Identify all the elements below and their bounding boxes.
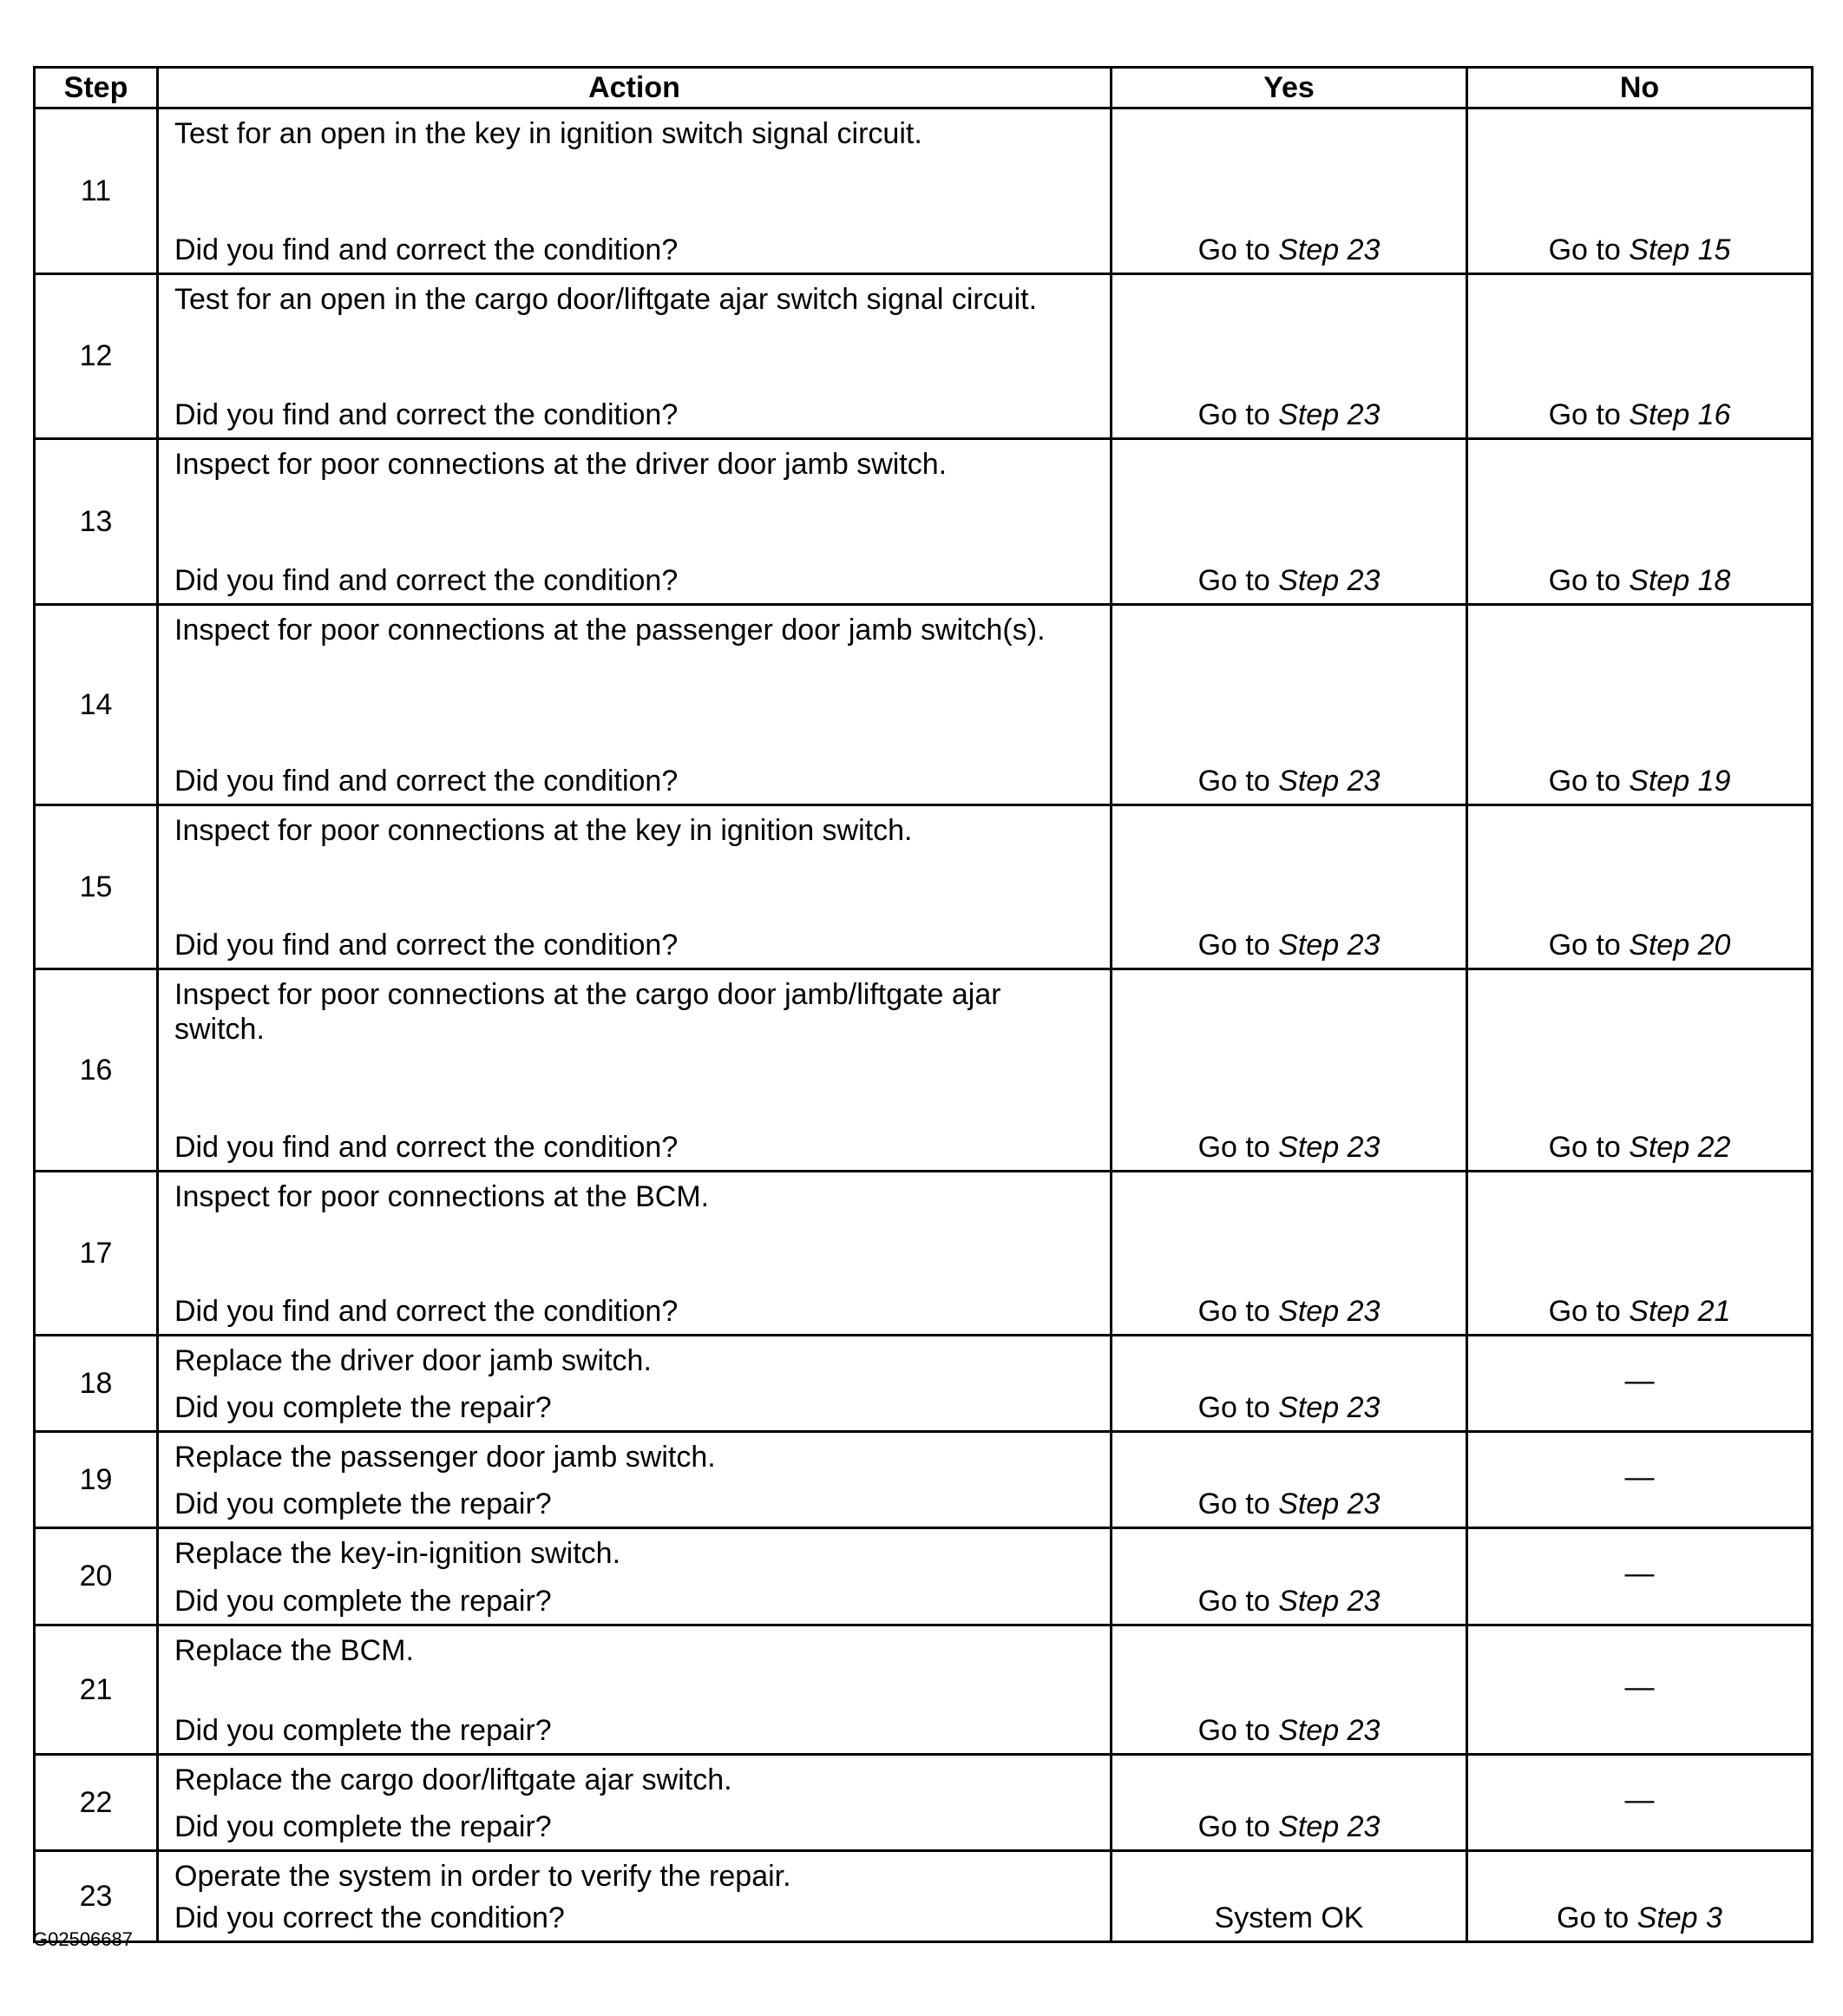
no-cell [1467,805,1813,969]
yes-step-ref: Step 23 [1278,1131,1381,1164]
no-cell [1467,605,1813,805]
no-text: — [1624,1670,1655,1704]
yes-step-ref: Step 23 [1278,1714,1381,1747]
table-row [35,1336,1813,1432]
yes-cell [1112,108,1467,274]
question-text: Did you find and correct the condition? [174,1295,679,1328]
yes-text: System OK [1214,1901,1364,1934]
yes-cell [1112,1528,1467,1625]
table-row [35,1851,1813,1942]
step-number: 13 [35,439,158,605]
table-row [35,605,1813,805]
question-text: Did you find and correct the condition? [174,1131,679,1164]
no-cell [1467,108,1813,274]
action-text: Test for an open in the key in ignition switch signal circuit. [174,117,922,150]
diagnostic-table [33,66,1813,1943]
yes-step-ref: Step 23 [1278,1810,1381,1843]
action-text: Inspect for poor connections at the BCM. [174,1180,710,1213]
figure-id: G02506687 [33,1928,133,1950]
question-text: Did you find and correct the condition? [174,564,679,597]
table-row [35,1625,1813,1755]
step-number: 19 [35,1432,158,1528]
yes-cell [1112,274,1467,439]
no-cell [1467,1528,1813,1625]
yes-text: Go to [1197,1295,1279,1328]
yes-cell [1112,439,1467,605]
table-header [35,68,1813,108]
question-text: Did you complete the repair? [174,1810,552,1843]
yes-text: Go to [1197,1391,1279,1424]
action-text: Replace the key-in-ignition switch. [174,1537,621,1570]
yes-step-ref: Step 23 [1278,929,1381,962]
action-cell [158,108,1112,274]
yes-text: Go to [1197,398,1279,431]
question-text: Did you correct the condition? [174,1901,565,1934]
step-number: 16 [35,969,158,1172]
no-text: Go to [1548,765,1630,798]
yes-cell [1112,605,1467,805]
yes-text: Go to [1197,233,1279,266]
no-text: — [1624,1460,1655,1494]
table-body [35,108,1813,1942]
action-cell [158,1432,1112,1528]
no-text: Go to [1548,564,1630,597]
table-row [35,1528,1813,1625]
no-cell [1467,274,1813,439]
no-step-ref: Step 18 [1629,564,1731,597]
step-number: 12 [35,274,158,439]
no-cell [1467,1172,1813,1336]
no-text: — [1624,1783,1655,1816]
question-text: Did you find and correct the condition? [174,929,679,962]
yes-step-ref: Step 23 [1278,1295,1381,1328]
no-text: Go to [1548,398,1630,431]
yes-cell [1112,805,1467,969]
question-text: Did you find and correct the condition? [174,398,679,431]
action-cell [158,1528,1112,1625]
header-row [35,68,1813,108]
yes-step-ref: Step 23 [1278,1585,1381,1618]
yes-step-ref: Step 23 [1278,564,1381,597]
no-cell [1467,1625,1813,1755]
action-cell [158,274,1112,439]
no-text: Go to [1548,1295,1630,1328]
table-row [35,805,1813,969]
header-action: Action [158,68,1112,108]
action-text: Test for an open in the cargo door/liftgate ajar switch signal circuit. [174,283,1038,316]
yes-cell [1112,1851,1467,1942]
yes-step-ref: Step 23 [1278,1391,1381,1424]
no-text: — [1624,1557,1655,1590]
no-step-ref: Step 15 [1629,233,1731,266]
table-row [35,1172,1813,1336]
action-cell [158,1336,1112,1432]
yes-text: Go to [1197,765,1279,798]
no-step-ref: Step 3 [1636,1901,1722,1934]
yes-text: Go to [1197,1487,1279,1520]
no-text: — [1624,1363,1655,1397]
action-cell [158,805,1112,969]
no-step-ref: Step 22 [1629,1131,1731,1164]
no-step-ref: Step 19 [1629,765,1731,798]
yes-cell [1112,1336,1467,1432]
yes-cell [1112,1625,1467,1755]
yes-cell [1112,1432,1467,1528]
yes-text: Go to [1197,1714,1279,1747]
action-cell [158,1625,1112,1755]
yes-text: Go to [1197,1131,1279,1164]
action-text: Inspect for poor connections at the driver door jamb switch. [174,448,948,481]
action-cell [158,969,1112,1172]
action-text: Inspect for poor connections at the key in ignition switch. [174,814,913,847]
action-text: Replace the driver door jamb switch. [174,1344,652,1377]
step-number: 20 [35,1528,158,1625]
header-step: Step [35,68,158,108]
question-text: Did you complete the repair? [174,1585,552,1618]
table-row [35,1755,1813,1851]
yes-step-ref: Step 23 [1278,233,1381,266]
no-step-ref: Step 16 [1629,398,1731,431]
no-step-ref: Step 21 [1629,1295,1731,1328]
action-cell [158,1755,1112,1851]
action-cell [158,1172,1112,1336]
no-text: Go to [1548,233,1630,266]
yes-text: Go to [1197,1810,1279,1843]
table-row [35,969,1813,1172]
step-number: 14 [35,605,158,805]
yes-step-ref: Step 23 [1278,765,1381,798]
question-text: Did you complete the repair? [174,1714,552,1747]
question-text: Did you complete the repair? [174,1487,552,1520]
header-no: No [1467,68,1813,108]
yes-step-ref: Step 23 [1278,1487,1381,1520]
yes-cell [1112,1755,1467,1851]
step-number: 11 [35,108,158,274]
no-cell [1467,439,1813,605]
no-cell [1467,1851,1813,1942]
yes-cell [1112,1172,1467,1336]
step-number: 21 [35,1625,158,1755]
yes-cell [1112,969,1467,1172]
action-text: Inspect for poor connections at the passenger door jamb switch(s). [174,614,1046,647]
action-cell [158,605,1112,805]
step-number: 23 [35,1851,158,1942]
action-text: Replace the cargo door/liftgate ajar switch. [174,1763,732,1796]
no-cell [1467,1336,1813,1432]
no-text: Go to [1557,1901,1637,1934]
step-number: 15 [35,805,158,969]
no-cell [1467,1755,1813,1851]
action-text: Operate the system in order to verify the repair. [174,1860,791,1893]
yes-step-ref: Step 23 [1278,398,1381,431]
yes-text: Go to [1197,929,1279,962]
no-cell [1467,969,1813,1172]
table-row [35,439,1813,605]
header-yes: Yes [1112,68,1467,108]
no-step-ref: Step 20 [1629,929,1731,962]
yes-text: Go to [1197,1585,1279,1618]
step-number: 18 [35,1336,158,1432]
table-row [35,274,1813,439]
action-cell [158,439,1112,605]
question-text: Did you complete the repair? [174,1391,552,1424]
action-cell [158,1851,1112,1942]
question-text: Did you find and correct the condition? [174,233,679,266]
action-text: Replace the BCM. [174,1634,414,1667]
table-row [35,1432,1813,1528]
no-cell [1467,1432,1813,1528]
table-row [35,108,1813,274]
no-text: Go to [1548,929,1630,962]
yes-text: Go to [1197,564,1279,597]
question-text: Did you find and correct the condition? [174,765,679,798]
step-number: 22 [35,1755,158,1851]
action-text: Replace the passenger door jamb switch. [174,1441,716,1474]
no-text: Go to [1548,1131,1630,1164]
step-number: 17 [35,1172,158,1336]
action-text: Inspect for poor connections at the cargo door jamb/liftgate ajar switch. [174,978,1001,1046]
